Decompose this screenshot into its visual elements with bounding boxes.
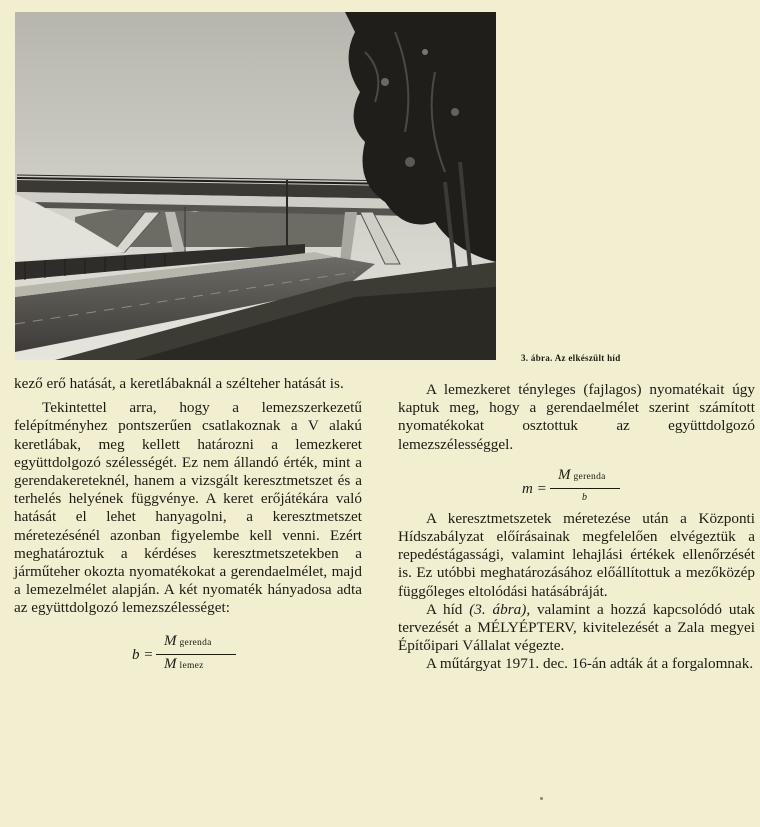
formula-b — [14, 632, 362, 676]
formula-lhs: m = — [522, 480, 547, 497]
left-column — [14, 375, 362, 676]
formula-lhs: b = — [132, 646, 154, 663]
page-speck — [540, 797, 543, 800]
right-column — [398, 381, 755, 674]
formula-denominator: Mlemez — [164, 655, 204, 672]
bridge-photo — [15, 12, 496, 360]
formula-numerator: Mgerenda — [558, 466, 606, 483]
figure-caption: 3. ábra. Az elkészült híd — [521, 353, 621, 363]
formula-numerator: Mgerenda — [164, 632, 212, 649]
formula-m — [398, 466, 755, 510]
paragraph: Tekintettel arra, hogy a lemezszerkezetű felépítményhez pontszerűen csatlakoznak a V alakú keretlábak, meg kellett határozni a lemezkeret együttdolgozó szélességét. Ez nem állandó érték, mint a gerendakereteknél, hanem a vizsgált keresztmetszet és a terhelés helyének függvénye. A keret erőjátékára való hatását el lehet hanyagolni, a keresztmetszet méretezésénél azonban figyelembe kell venni. Ezért meghatároztuk a kérdéses keresztmetszetekben a járműteher okozta nyomatékokat a gerendaelmélet, majd a lemezelmélet alapján. A két nyomaték hányadosa adta az együttdolgozó lemezszélességet: — [14, 399, 362, 617]
paragraph: kező erő hatását, a keretlábaknál a szélteher hatását is. — [14, 375, 344, 392]
figure-reference: (3. ábra) — [469, 600, 527, 618]
paragraph: A keresztmetszetek méretezése után a Központi Hídszabályzat előírásainak megfelelően elvégeztük a repedéstágassági, valamint lehajlási értékek ellenőrzését is. Ez utóbbi meghatározásához előállítottuk a mezőközép függőleges eltolódási hatásábráját. — [398, 509, 755, 600]
formula-denominator: b — [582, 491, 587, 503]
paragraph: A híd (3. ábra), valamint a hozzá kapcsolódó utak tervezését a MÉLYÉPTERV, kivitelezését a Zala megyei Építőipari Vállalat végezte. — [398, 600, 755, 655]
paragraph: A lemezkeret tényleges (fajlagos) nyomatékait úgy kaptuk meg, hogy a gerendaelmélet szerint számított nyomatékokat osztottuk az együttdolgozó lemezszélességgel. — [398, 381, 755, 453]
paragraph: A műtárgyat 1971. dec. 16-án adták át a forgalomnak. — [426, 655, 754, 673]
